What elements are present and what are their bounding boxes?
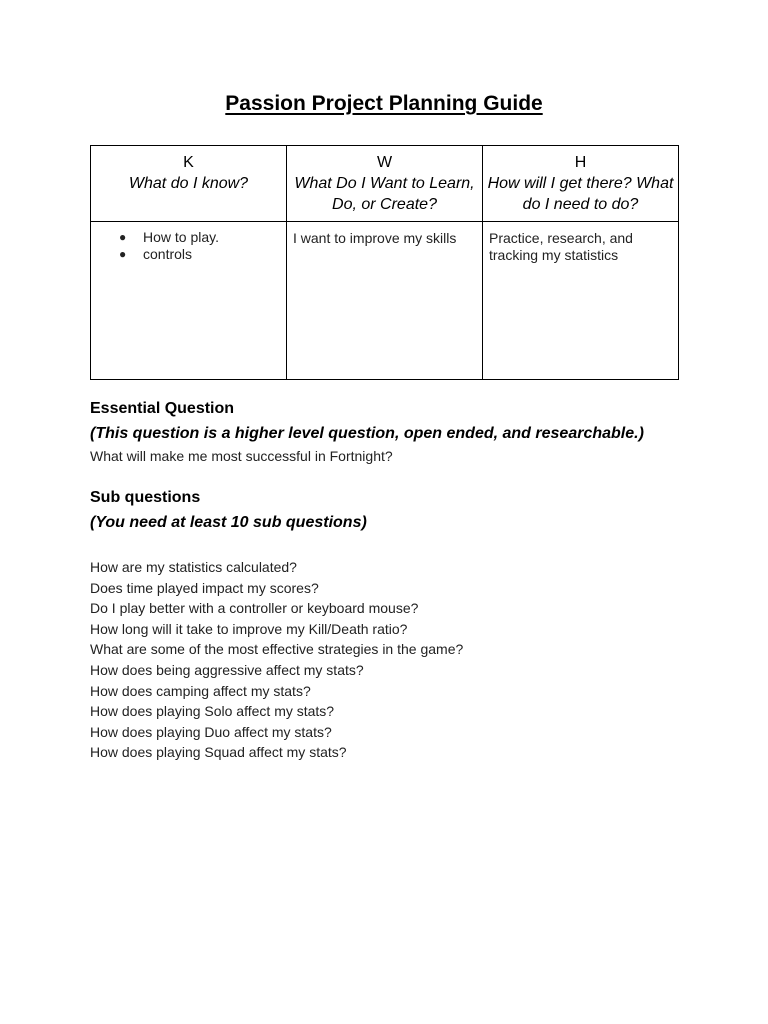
k-letter: K [183, 154, 194, 171]
sub-questions-heading: Sub questions [90, 489, 201, 506]
h-question: How will I get there? What do I need to do? [487, 175, 674, 213]
sub-questions-note: (You need at least 10 sub questions) [90, 514, 367, 531]
bullet-icon: ● [119, 247, 127, 261]
know-item-text: How to play. [143, 229, 219, 245]
sub-questions-list [90, 557, 463, 763]
sub-question-item: How does being aggressive affect my stats? [90, 661, 364, 678]
sub-question-item: How does playing Solo affect my stats? [90, 703, 335, 720]
h-column-header [483, 146, 679, 222]
kwh-content-row [91, 222, 679, 380]
know-item [119, 229, 286, 246]
sub-question-item: Does time played impact my scores? [90, 579, 319, 596]
sub-question-item: How are my statistics calculated? [90, 559, 297, 575]
bullet-icon: ● [119, 230, 127, 244]
know-list [91, 222, 286, 263]
h-letter: H [574, 154, 587, 171]
kwh-header-row [91, 146, 679, 222]
how-text: Practice, research, and tracking my statistics [489, 230, 633, 263]
sub-question-item: How does camping affect my stats? [90, 682, 311, 699]
want-text: I want to improve my skills [293, 230, 457, 246]
sub-question-item: How does playing Squad affect my stats? [90, 744, 347, 761]
h-cell [483, 222, 679, 380]
w-letter: W [376, 154, 393, 171]
page-title: Passion Project Planning Guide [225, 92, 543, 115]
essential-question-note: (This question is a higher level question, open ended, and researchable.) [90, 425, 644, 442]
know-item [119, 246, 286, 263]
essential-question-heading: Essential Question [90, 400, 235, 417]
w-question: What Do I Want to Learn, Do, or Create? [294, 175, 475, 213]
w-column-header [287, 146, 483, 222]
sub-question-item: What are some of the most effective strategies in the game? [90, 641, 464, 658]
sub-question-item: How does playing Duo affect my stats? [90, 723, 332, 740]
sub-question-item: How long will it take to improve my Kill/Death ratio? [90, 620, 408, 637]
kwh-table [90, 145, 679, 380]
sub-question-item: Do I play better with a controller or keyboard mouse? [90, 600, 419, 617]
k-cell [91, 222, 287, 380]
w-cell [287, 222, 483, 380]
k-question: What do I know? [128, 175, 249, 192]
know-item-text: controls [143, 246, 193, 262]
k-column-header [91, 146, 287, 222]
essential-question-answer: What will make me most successful in Fortnight? [90, 448, 393, 464]
